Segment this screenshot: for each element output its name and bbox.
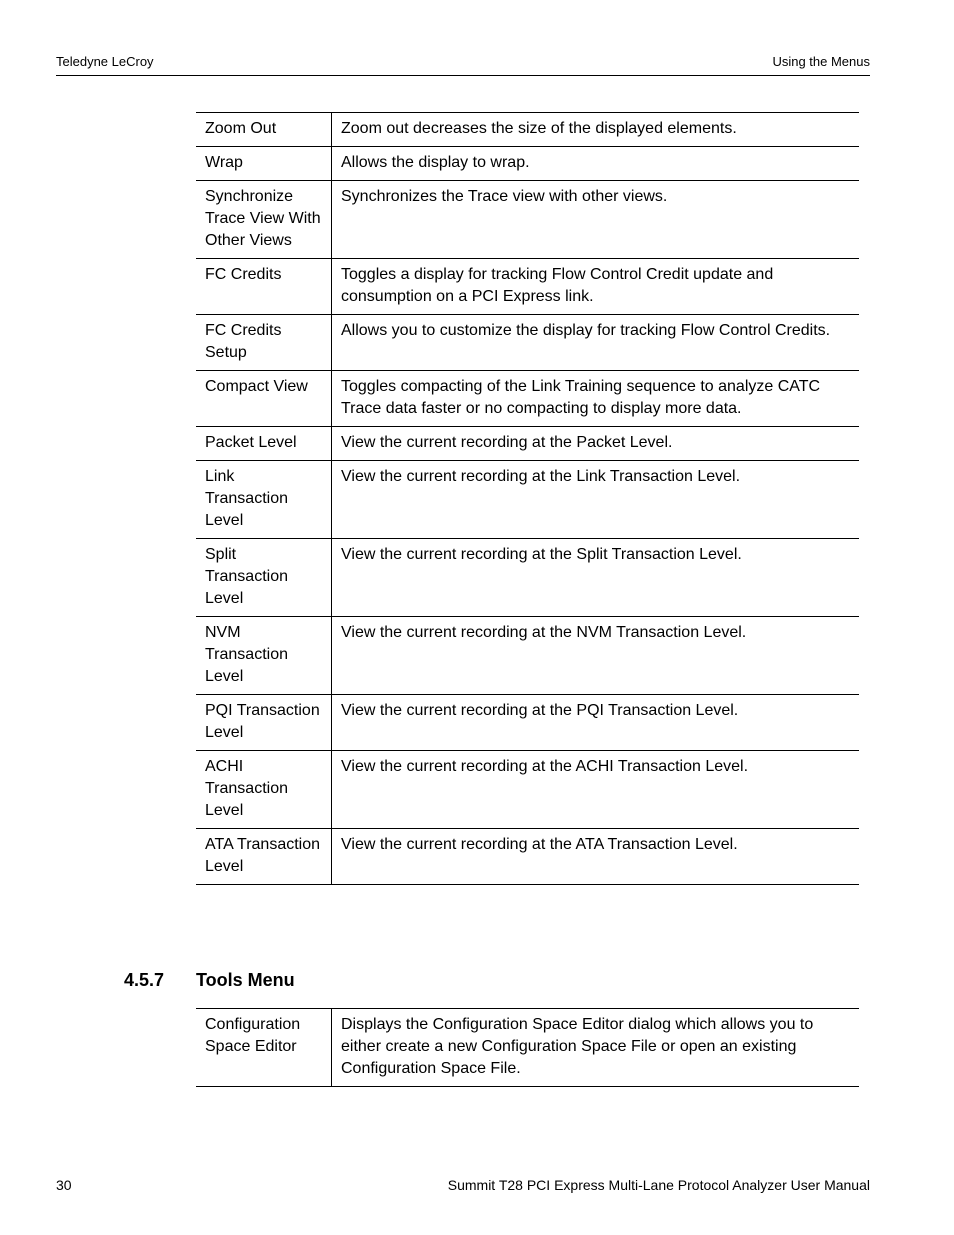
table-row: [196, 315, 859, 371]
table-row: [196, 617, 859, 695]
menu-description-cell: View the current recording at the ATA Transaction Level.: [341, 836, 738, 853]
menu-item-cell: Configuration Space Editor: [196, 1009, 332, 1087]
menu-item-cell: ATA Transaction Level: [196, 829, 332, 885]
menu-description-cell: View the current recording at the ACHI Transaction Level.: [341, 758, 749, 775]
page-header: [56, 52, 870, 76]
table-row: [196, 427, 859, 461]
menu-description-cell: Allows you to customize the display for tracking Flow Control Credits.: [341, 322, 831, 339]
header-section: Using the Menus: [772, 54, 870, 69]
menu-description-cell: Zoom out decreases the size of the displayed elements.: [341, 120, 737, 137]
menu-description-cell: View the current recording at the PQI Transaction Level.: [341, 702, 739, 719]
menu-description-cell: View the current recording at the NVM Transaction Level.: [341, 624, 747, 641]
menu-item-cell: Link Transaction Level: [196, 461, 332, 539]
tools-menu-table: [196, 1008, 859, 1087]
menu-description-cell: Toggles compacting of the Link Training sequence to analyze CATC Trace data faster or no compacting to display more data.: [341, 378, 821, 417]
menu-description-cell: Synchronizes the Trace view with other views.: [341, 188, 668, 205]
menu-item-cell: Split Transaction Level: [196, 539, 332, 617]
menu-description-cell: Toggles a display for tracking Flow Control Credit update and consumption on a PCI Express link.: [341, 266, 774, 305]
section-title: Tools Menu: [196, 970, 295, 990]
manual-title: Summit T28 PCI Express Multi-Lane Protocol Analyzer User Manual: [447, 1177, 870, 1193]
menu-item-cell: FC Credits Setup: [196, 315, 332, 371]
header-company: Teledyne LeCroy: [56, 54, 154, 69]
section-number: 4.5.7: [124, 970, 165, 990]
table-row: [196, 113, 859, 147]
menu-description-cell: Displays the Configuration Space Editor dialog which allows you to either create a new Configuration Space File or open an existing Configuration Space File.: [341, 1016, 814, 1077]
menu-description-cell: View the current recording at the Link Transaction Level.: [341, 468, 741, 485]
section-heading: [124, 970, 295, 991]
menu-item-cell: Zoom Out: [196, 113, 332, 147]
table-row: [196, 1009, 859, 1087]
menu-table: [196, 112, 859, 885]
table-row: [196, 147, 859, 181]
table-row: [196, 751, 859, 829]
page-number: 30: [56, 1177, 72, 1193]
menu-item-cell: PQI Transaction Level: [196, 695, 332, 751]
table-row: [196, 695, 859, 751]
menu-item-cell: Wrap: [196, 147, 332, 181]
table-row: [196, 539, 859, 617]
table-row: [196, 371, 859, 427]
menu-item-cell: ACHI Transaction Level: [196, 751, 332, 829]
menu-item-cell: Compact View: [196, 371, 332, 427]
table-row: [196, 461, 859, 539]
menu-item-cell: NVM Transaction Level: [196, 617, 332, 695]
menu-item-cell: Synchronize Trace View With Other Views: [196, 181, 332, 259]
table-row: [196, 181, 859, 259]
menu-item-cell: FC Credits: [196, 259, 332, 315]
menu-item-cell: Packet Level: [196, 427, 332, 461]
menu-description-cell: Allows the display to wrap.: [341, 154, 530, 171]
menu-description-cell: View the current recording at the Split Transaction Level.: [341, 546, 742, 563]
menu-description-cell: View the current recording at the Packet Level.: [341, 434, 673, 451]
table-row: [196, 259, 859, 315]
table-row: [196, 829, 859, 885]
